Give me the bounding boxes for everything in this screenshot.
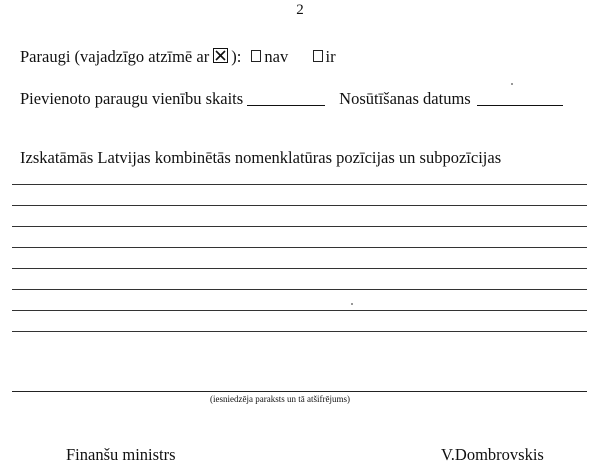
units-field[interactable] — [247, 91, 325, 106]
option-ir-label: ir — [325, 47, 336, 66]
minister-title: Finanšu ministrs — [66, 445, 176, 464]
page-number: 2 — [296, 2, 304, 18]
date-label: Nosūtīšanas datums — [339, 89, 471, 108]
entry-line-7[interactable] — [12, 310, 587, 311]
entry-line-5[interactable] — [12, 268, 587, 269]
entry-line-1[interactable] — [12, 184, 587, 185]
checkbox-ir[interactable] — [313, 50, 323, 62]
positions-heading: Izskatāmās Latvijas kombinētās nomenklatūras pozīcijas un subpozīcijas — [20, 148, 502, 167]
entry-line-2[interactable] — [12, 205, 587, 206]
date-field[interactable] — [477, 91, 563, 106]
samples-label: Paraugi (vajadzīgo atzīmē ar — [20, 47, 210, 66]
checkbox-nav[interactable] — [251, 50, 261, 62]
signature-line[interactable] — [12, 391, 587, 392]
minister-name: V.Dombrovskis — [441, 445, 544, 464]
option-nav-label: nav — [264, 47, 289, 66]
entry-line-6[interactable] — [12, 289, 587, 290]
entry-line-4[interactable] — [12, 247, 587, 248]
units-row — [20, 89, 563, 109]
samples-row — [20, 47, 336, 67]
scan-speck — [511, 83, 513, 85]
units-label: Pievienoto paraugu vienību skaits — [20, 89, 244, 108]
signature-caption: (iesniedzēja paraksts un tā atšifrējums) — [210, 394, 350, 404]
x-box-icon — [213, 48, 228, 63]
entry-line-8[interactable] — [12, 331, 587, 332]
samples-label-close: ): — [231, 47, 242, 66]
entry-line-3[interactable] — [12, 226, 587, 227]
scan-speck — [351, 303, 353, 305]
